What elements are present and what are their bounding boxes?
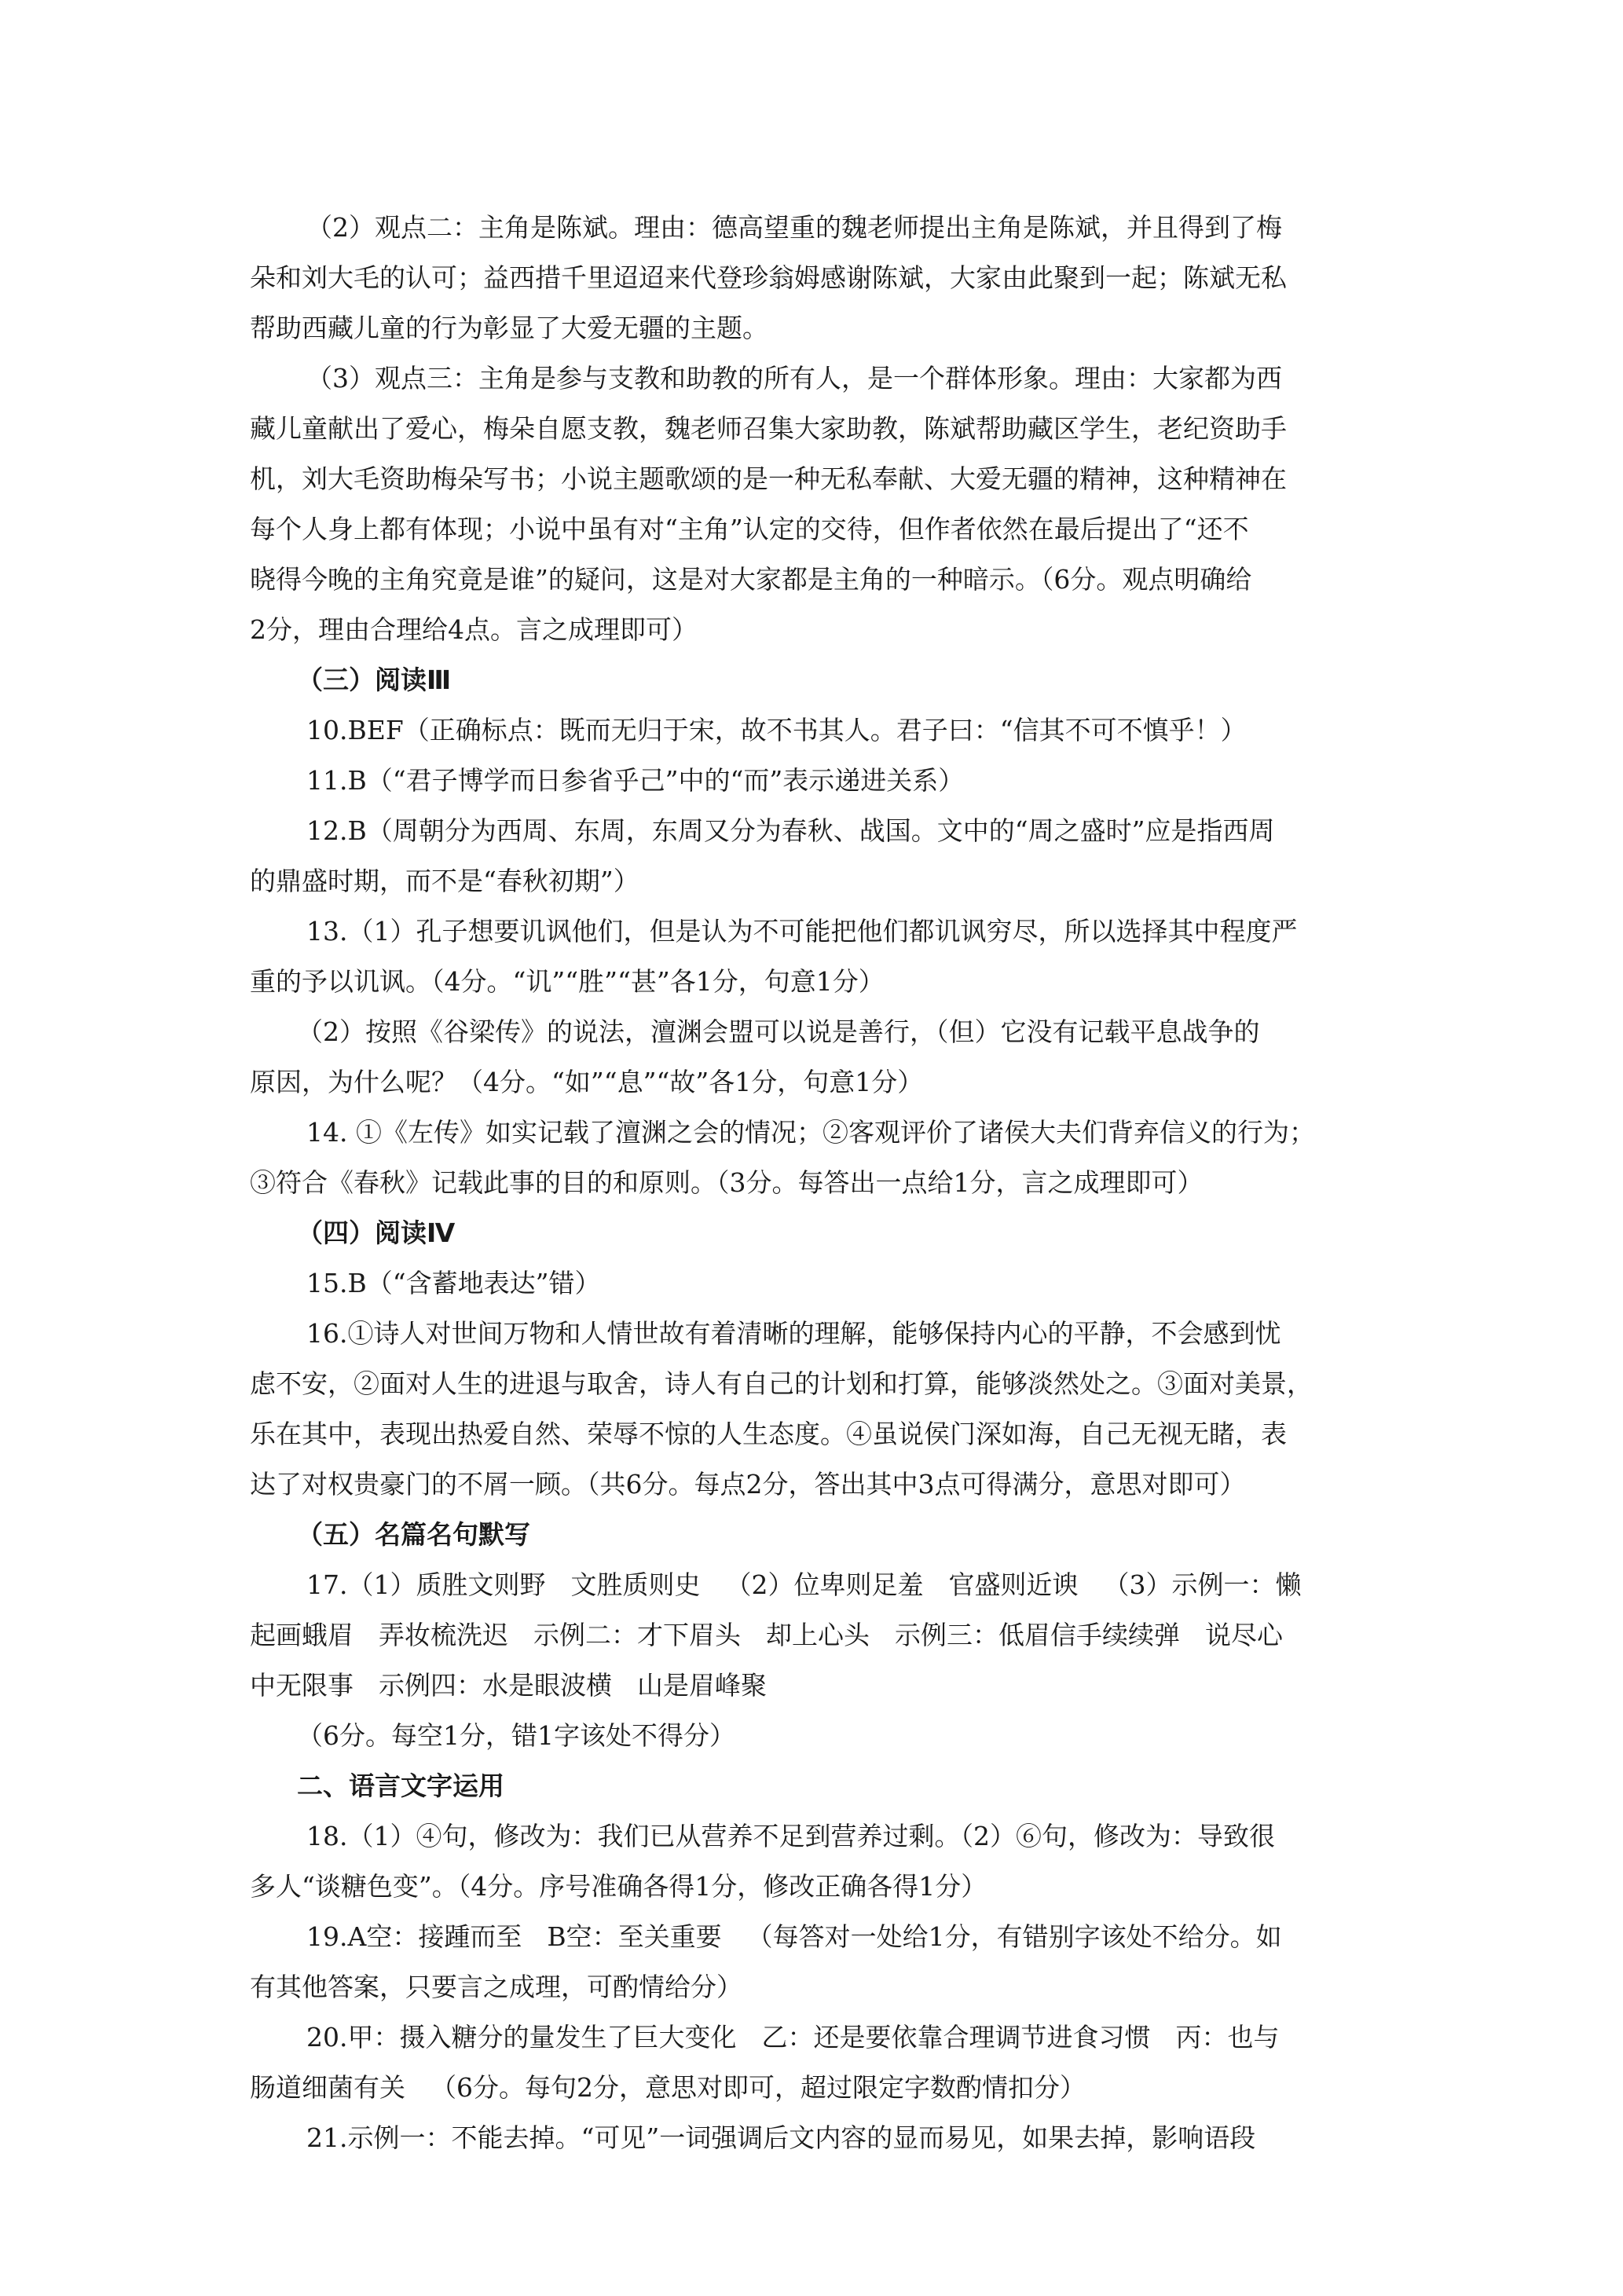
text-line: 有其他答案，只要言之成理，可酌情给分）	[250, 1972, 742, 2002]
text-line: 的鼎盛时期，而不是“春秋初期”）	[250, 866, 639, 896]
text-line: 朵和刘大毛的认可；益西措千里迢迢来代登珍翁姆感谢陈斌，大家由此聚到一起；陈斌无私	[250, 262, 1287, 293]
answer-key-page	[250, 203, 1381, 2163]
text-line: 重的予以讥讽。（4分。“讥”“胜”“甚”各1分，句意1分）	[250, 966, 885, 997]
answer-segment: 示例四：水是眼波横	[379, 1670, 612, 1701]
text-line: 16.①诗人对世间万物和人情世故有着清晰的理解，能够保持内心的平静，不会感到忧	[306, 1318, 1281, 1349]
answer-segment: 丙：也与	[1175, 2022, 1280, 2052]
text-line: 15.B（“含蓄地表达”错）	[306, 1268, 601, 1298]
answer-segment: 山是眉峰聚	[637, 1670, 767, 1701]
text-line: 达了对权贵豪门的不屑一顾。（共6分。每点2分，答出其中3点可得满分，意思对即可）	[250, 1469, 1246, 1500]
answer-segment: 乙：还是要依靠合理调节进食习惯	[761, 2022, 1151, 2052]
text-line: 每个人身上都有体现；小说中虽有对“主角”认定的交待，但作者依然在最后提出了“还不	[250, 514, 1249, 544]
text-line: 13.（1）孔子想要讥讽他们，但是认为不可能把他们都讥讽穷尽，所以选择其中程度严	[306, 916, 1298, 947]
section-heading: 二、语言文字运用	[297, 1771, 504, 1801]
section-heading: （四）阅读Ⅳ	[297, 1218, 456, 1248]
answer-segment: （每答对一处给1分，有错别字该处不给分。如	[746, 1921, 1282, 1952]
answer-segment: 20.甲：摄入糖分的量发生了巨大变化	[306, 2022, 737, 2052]
text-line: 12.B（周朝分为西周、东周，东周又分为春秋、战国。文中的“周之盛时”应是指西周	[306, 815, 1275, 846]
text-line	[250, 2063, 1381, 2113]
answer-segment: 弄妆梳洗迟	[379, 1620, 508, 1650]
text-line: 18.（1）④句，修改为：我们已从营养不足到营养过剩。（2）⑥句，修改为：导致很	[306, 1821, 1275, 1851]
text-line	[250, 1560, 1381, 1610]
text-line: 虑不安，②面对人生的进退与取舍，诗人有自己的计划和打算，能够淡然处之。③面对美景，	[250, 1368, 1313, 1399]
text-line: 晓得今晚的主角究竟是谁”的疑问，这是对大家都是主角的一种暗示。（6分。观点明确给	[250, 564, 1252, 595]
text-line: （3）观点三：主角是参与支教和助教的所有人，是一个群体形象。理由：大家都为西	[306, 363, 1282, 394]
text-line: 21.示例一：不能去掉。“可见”一词强调后文内容的显而易见，如果去掉，影响语段	[306, 2122, 1256, 2153]
text-line: 藏儿童献出了爱心，梅朵自愿支教，魏老师召集大家助教，陈斌帮助藏区学生，老纪资助手	[250, 413, 1287, 444]
answer-segment: 17.（1）质胜文则野	[306, 1569, 546, 1600]
text-line: 14. ①《左传》如实记载了澶渊之会的情况；②客观评价了诸侯大夫们背弃信义的行为；	[306, 1117, 1315, 1148]
text-line: 原因，为什么呢？（4分。“如”“息”“故”各1分，句意1分）	[250, 1067, 924, 1097]
text-line	[250, 2012, 1381, 2063]
answer-segment: 中无限事	[250, 1670, 354, 1701]
text-line: 10.BEF（正确标点：既而无归于宋，故不书其人。君子曰：“信其不可不慎乎！）	[306, 715, 1247, 745]
text-line: 2分，理由合理给4点。言之成理即可）	[250, 614, 698, 645]
answer-segment: 却上心头	[766, 1620, 870, 1650]
answer-segment: 文胜质则史	[570, 1569, 701, 1600]
text-line: 乐在其中，表现出热爱自然、荣辱不惊的人生态度。④虽说侯门深如海，自己无视无睹，表	[250, 1419, 1287, 1449]
answer-segment: 官盛则近谀	[948, 1569, 1079, 1600]
answer-segment: 起画蛾眉	[250, 1620, 354, 1650]
answer-segment: 肠道细菌有关	[250, 2072, 405, 2103]
text-line: ③符合《春秋》记载此事的目的和原则。（3分。每答出一点给1分，言之成理即可）	[250, 1167, 1204, 1198]
text-line	[250, 1610, 1381, 1661]
answer-segment: （6分。每句2分，意思对即可，超过限定字数酌情扣分）	[430, 2072, 1086, 2103]
answer-segment: （2）位卑则足羞	[725, 1569, 924, 1600]
answer-segment: 19.A空：接踵而至	[306, 1921, 522, 1952]
answer-segment: 示例三：低眉信手续续弹	[895, 1620, 1180, 1650]
text-line	[250, 1912, 1381, 1962]
answer-segment: B空：至关重要	[547, 1921, 722, 1952]
section-heading: （五）名篇名句默写	[297, 1519, 530, 1550]
text-line: （6分。每空1分，错1字该处不得分）	[297, 1720, 735, 1751]
text-line: （2）按照《谷梁传》的说法，澶渊会盟可以说是善行，（但）它没有记载平息战争的	[297, 1016, 1260, 1047]
answer-segment: 示例二：才下眉头	[533, 1620, 741, 1650]
text-line: 机，刘大毛资助梅朵写书；小说主题歌颂的是一种无私奉献、大爱无疆的精神，这种精神在	[250, 463, 1287, 494]
text-line: （2）观点二：主角是陈斌。理由：德高望重的魏老师提出主角是陈斌，并且得到了梅	[306, 212, 1282, 243]
answer-segment: （3）示例一：懒	[1103, 1569, 1302, 1600]
text-line: 帮助西藏儿童的行为彰显了大爱无疆的主题。	[250, 313, 768, 343]
text-line	[250, 1661, 1381, 1711]
text-line: 11.B（“君子博学而日参省乎己”中的“而”表示递进关系）	[306, 765, 965, 796]
section-heading: （三）阅读Ⅲ	[297, 665, 452, 695]
answer-segment: 说尽心	[1205, 1620, 1283, 1650]
text-line: 多人“谈糖色变”。（4分。序号准确各得1分，修改正确各得1分）	[250, 1871, 987, 1902]
